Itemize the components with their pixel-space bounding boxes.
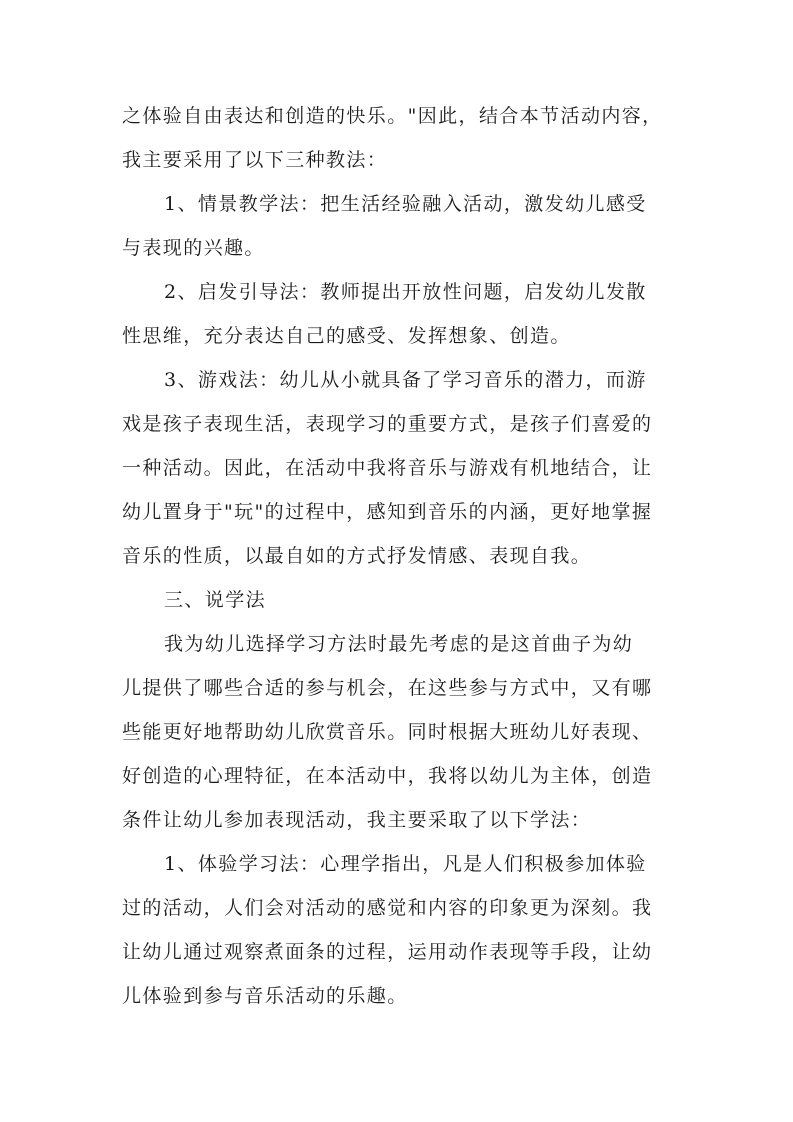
paragraph-method-2 — [122, 270, 674, 358]
text-line: 些能更好地帮助幼儿欣赏音乐。同时根据大班幼儿好表现、 — [122, 721, 653, 743]
document-body — [122, 94, 674, 1018]
text-line: 幼儿置身于"玩"的过程中，感知到音乐的内涵，更好地掌握 — [122, 501, 653, 523]
section-heading — [122, 578, 674, 622]
text-line: 一种活动。因此，在活动中我将音乐与游戏有机地结合，让 — [122, 457, 653, 479]
text-line: 我为幼儿选择学习方法时最先考虑的是这首曲子为幼 — [164, 633, 634, 655]
paragraph-learning-1 — [122, 842, 674, 1018]
text-line: 2、启发引导法：教师提出开放性问题，启发幼儿发散 — [164, 281, 647, 303]
text-line: 让幼儿通过观察煮面条的过程，运用动作表现等手段，让幼 — [122, 941, 653, 963]
text-line: 条件让幼儿参加表现活动，我主要采取了以下学法： — [122, 809, 592, 831]
text-line: 儿提供了哪些合适的参与机会，在这些参与方式中，又有哪 — [122, 677, 653, 699]
text-line: 戏是孩子表现生活，表现学习的重要方式，是孩子们喜爱的 — [122, 413, 653, 435]
heading-learning-methods: 三、说学法 — [164, 589, 267, 611]
text-line: 3、游戏法：幼儿从小就具备了学习音乐的潜力，而游 — [164, 369, 647, 391]
text-line: 之体验自由表达和创造的快乐。"因此，结合本节活动内容， — [122, 105, 663, 127]
text-line: 1、情景教学法：把生活经验融入活动，激发幼儿感受 — [164, 193, 647, 215]
paragraph-intro — [122, 94, 674, 182]
paragraph-learning-intro — [122, 622, 674, 842]
text-line: 过的活动，人们会对活动的感觉和内容的印象更为深刻。我 — [122, 897, 653, 919]
text-line: 性思维，充分表达自己的感受、发挥想象、创造。 — [122, 325, 571, 347]
text-line: 1、体验学习法：心理学指出，凡是人们积极参加体验 — [164, 853, 647, 875]
text-line: 儿体验到参与音乐活动的乐趣。 — [122, 985, 408, 1007]
text-line: 音乐的性质，以最自如的方式抒发情感、表现自我。 — [122, 545, 592, 567]
paragraph-method-1 — [122, 182, 674, 270]
text-line: 好创造的心理特征，在本活动中，我将以幼儿为主体，创造 — [122, 765, 653, 787]
text-line: 与表现的兴趣。 — [122, 237, 265, 259]
paragraph-method-3 — [122, 358, 674, 578]
text-line: 我主要采用了以下三种教法： — [122, 149, 388, 171]
